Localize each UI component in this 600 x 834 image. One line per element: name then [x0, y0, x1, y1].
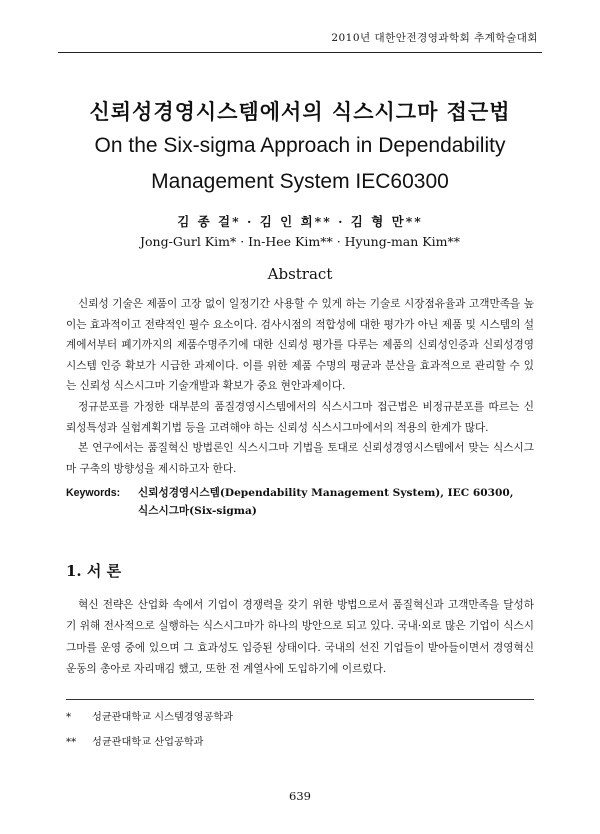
- footnote: [66, 730, 534, 755]
- page-number: 639: [289, 789, 311, 803]
- abstract-body: [66, 294, 534, 479]
- keywords-label: Keywords:: [66, 487, 121, 499]
- authors-english: Jong-Gurl Kim* · In-Hee Kim** · Hyung-man Kim**: [140, 234, 460, 249]
- keywords-line-1: [66, 484, 534, 502]
- title-english-line-1: On the Six-sigma Approach in Dependability: [94, 134, 506, 157]
- abstract-paragraph: 정규분포를 가정한 대부분의 품질경영시스템에서의 식스시그마 접근법은 비정규분포를 따르는 신뢰성특성과 실험계획기법 등을 고려해야 하는 신뢰성 식스시그마에서의 적용의 한계가 많다.: [66, 400, 534, 434]
- running-header: 2010년 대한안전경영과학회 추계학술대회: [331, 32, 538, 44]
- footnote-rule: [66, 699, 534, 700]
- header-rule: [58, 52, 542, 53]
- footnotes: [66, 705, 534, 755]
- title-english: [0, 128, 600, 200]
- footnote-mark: **: [66, 737, 77, 748]
- keywords-line-2: 식스시그마(Six-sigma): [138, 505, 257, 517]
- authors-korean: 김 종 걸* · 김 인 희** · 김 형 만**: [177, 214, 423, 229]
- abstract-paragraph: 본 연구에서는 품질혁신 방법론인 식스시그마 기법을 토대로 신뢰성경영시스템에서 맞는 식스시그마 구축의 방향성을 제시하고자 한다.: [66, 442, 534, 475]
- introduction-body: [66, 595, 534, 681]
- introduction-paragraph: 혁신 전략은 산업화 속에서 기업이 경쟁력을 갖기 위한 방법으로서 품질혁신과 고객만족을 달성하기 위해 전사적으로 실행하는 식스시그마가 하나의 방안으로 되고 있다. 국내·외로 많은 기업이 식스시그마를 운영 중에 있으며 그 효과성도 입증된 상태이다. 국내의 선진 기업들이 받아들이면서 경영혁신 운동의 총아로 자리매김 했고, 또한 전 계열사에 도입하기에 이르렀다.: [66, 599, 534, 676]
- footnote: [66, 705, 534, 730]
- footnote-text: 성균관대학교 산업공학과: [92, 737, 204, 748]
- section-heading-introduction: 1. 서 론: [66, 562, 122, 580]
- footnote-mark: *: [66, 712, 72, 723]
- abstract-heading: Abstract: [267, 265, 333, 283]
- title-korean: 신뢰성경영시스템에서의 식스시그마 접근법: [89, 99, 511, 124]
- keywords: [66, 484, 534, 520]
- abstract-paragraph: 신뢰성 기술은 제품이 고장 없이 일정기간 사용할 수 있게 하는 기술로 시장점유율과 고객만족을 높이는 효과적이고 전략적인 필수 요소이다. 검사시점의 적합성에 대한 평가가 아닌 제품 및 시스템의 설계에서부터 폐기까지의 제품수명주기에 대한 신뢰성 평가를 다루는 제품의 신뢰성인증과 신뢰성경영시스템 인증 확보가 시급한 과제이다. 이를 위한 제품 수명의 평균과 분산을 효과적으로 관리할 수 있는 신뢰성 식스시그마 기술개발과 확보가 중요 현안과제이다.: [66, 298, 534, 393]
- title-english-line-2: Management System IEC60300: [151, 170, 449, 193]
- footnote-text: 성균관대학교 시스템경영공학과: [92, 712, 234, 723]
- keywords-text: 신뢰성경영시스템(Dependability Management System), IEC 60300,: [138, 487, 514, 499]
